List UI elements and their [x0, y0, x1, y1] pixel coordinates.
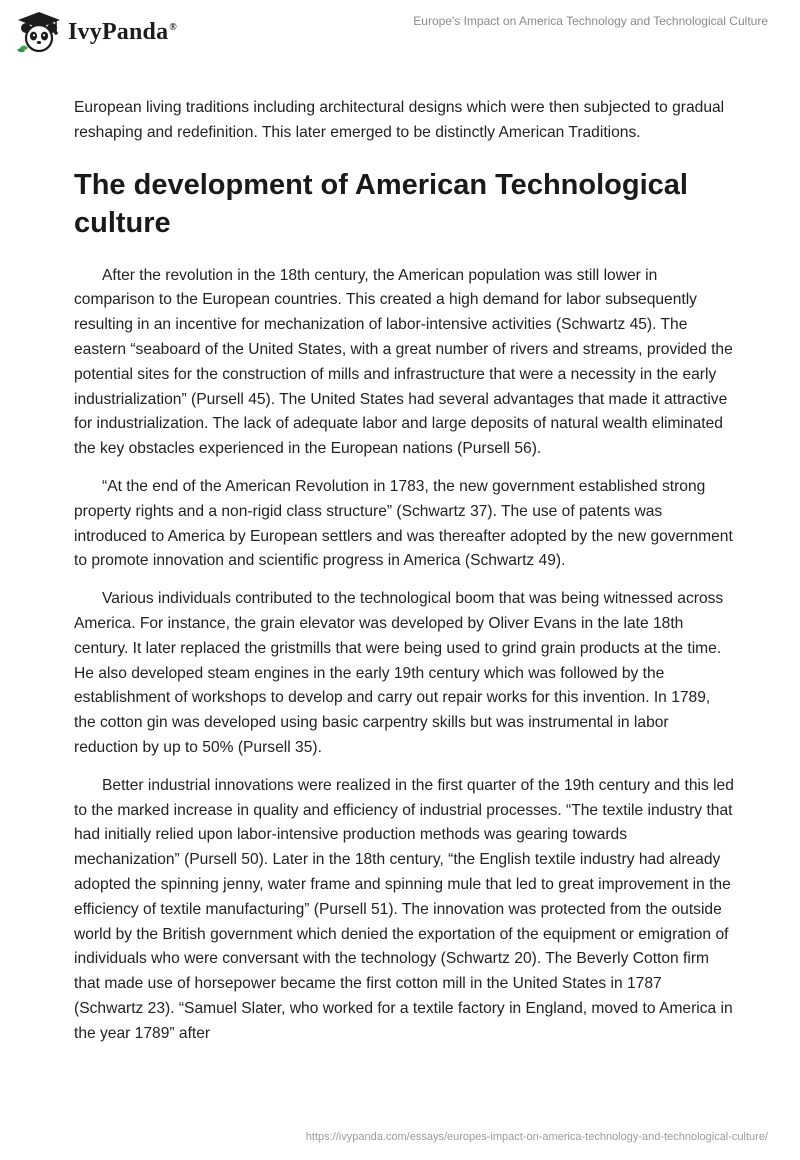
source-url[interactable]: https://ivypanda.com/essays/europes-impact-on-america-technology-and-technological-culture/ — [305, 1131, 768, 1143]
brand-name: IvyPanda® — [68, 18, 177, 45]
body-paragraph: “At the end of the American Revolution in 1783, the new government established strong property rights and a non-rigid class structure” (Schwartz 37). The use of patents was introduced to America by European settlers and was thereafter adopted by the new government to promote innovation and scientific progress in America (Schwartz 49). — [74, 477, 733, 570]
intro-paragraph: European living traditions including architectural designs which were then subjected to gradual reshaping and redefinition. This later emerged to be distinctly American Traditions. — [74, 99, 725, 141]
document-title: Europe's Impact on America Technology and Technological Culture — [413, 14, 768, 28]
brand-logo[interactable] — [16, 10, 177, 54]
article-body — [74, 96, 734, 1060]
body-paragraph: Better industrial innovations were realized in the first quarter of the 19th century and this led to the marked increase in quality and efficiency of industrial processes. “The textile industry that had initially relied upon labor-intensive production methods was gearing towards mechanization” (Pursell 50). Later in the 18th century, “the English textile industry had already adopted the spinning jenny, water frame and spinning mule that led to great improvement in the efficiency of textile manufacturing” (Pursell 51). The innovation was protected from the outside world by the British government which denied the exportation of the equipment or emigration of individuals who were conversant with the technology (Schwartz 20). The Beverly Cotton firm that made use of horsepower became the first cotton mill in the United States in 1787 (Schwartz 23). “Samuel Slater, who worked for a textile factory in England, moved to America in the year 1789” after — [74, 776, 734, 1042]
body-paragraph: After the revolution in the 18th century, the American population was still lower in comparison to the European countries. This created a high demand for labor subsequently resulting in an incentive for mechanization of labor-intensive activities (Schwartz 45). The eastern “seaboard of the United States, with a great number of rivers and streams, provided the potential sites for the construction of mills and infrastructure that were a necessity in the early industrialization” (Pursell 45). The United States had several advantages that made it attractive for industrialization. The lack of adequate labor and large deposits of natural wealth eliminated the key obstacles experienced in the European nations (Pursell 56). — [74, 266, 733, 458]
panda-logo-icon — [16, 10, 62, 54]
page-header — [0, 0, 800, 70]
section-heading: The development of American Technological culture — [74, 168, 688, 239]
body-paragraph: Various individuals contributed to the technological boom that was being witnessed across America. For instance, the grain elevator was developed by Oliver Evans in the late 18th century. It later replaced the gristmills that were being used to grind grain products at the time. He also developed steam engines in the early 19th century which was followed by the establishment of workshops to develop and carry out repair works for this invention. In 1789, the cotton gin was developed using basic carpentry skills but was instrumental in labor reduction by up to 50% (Pursell 35). — [74, 590, 724, 756]
